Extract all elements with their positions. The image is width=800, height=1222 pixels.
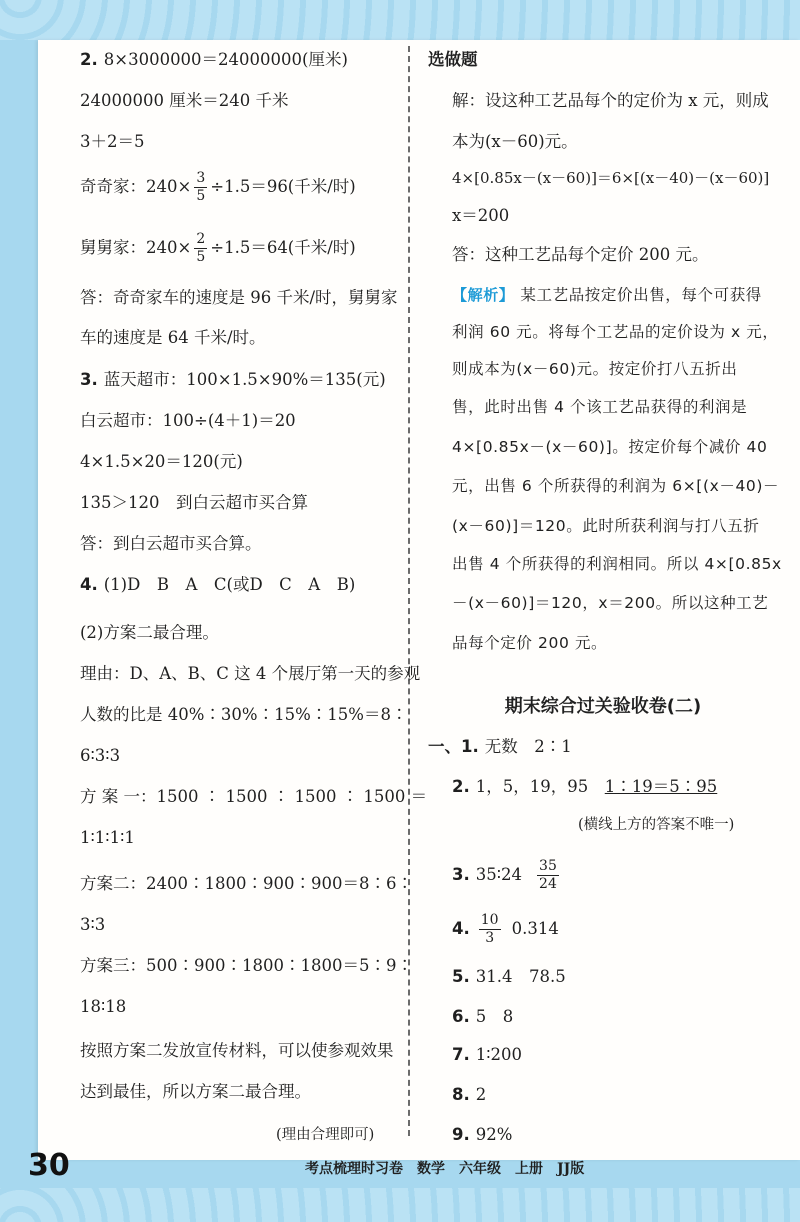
answer-line: 6∶3∶3 [80,746,121,765]
fraction [479,912,501,947]
answer-line [80,170,356,205]
answer-line: 答：到白云超市买合算。 [80,534,262,553]
top-wave-border [0,0,800,40]
analysis-line [452,284,762,306]
fraction [194,231,207,266]
answer-text: ÷1.5＝96(千米/时) [210,177,356,196]
answer-line: 方案三：500∶900∶1800∶1800＝5∶9∶ [80,956,413,975]
denominator: 5 [196,249,206,265]
analysis-line: (x－60)]＝120。此时所获利润与打八五折 [452,517,760,535]
denominator: 3 [485,930,495,946]
denominator: 5 [196,188,206,204]
denominator: 24 [539,876,557,892]
question-number: 4. [452,919,470,938]
analysis-line: 售，此时出售 4 个该工艺品获得的利润是 [452,398,748,416]
answer-text: 舅舅家：240× [80,238,192,257]
question-number: 3. [452,865,470,884]
answer-note: (理由合理即可) [276,1127,375,1143]
answer-line [452,1006,513,1028]
answer-line: 白云超市：100÷(4＋1)＝20 [80,411,296,430]
answer-line: 理由：D、A、B、C 这 4 个展厅第一天的参观 [80,664,421,683]
numerator: 2 [196,231,206,247]
analysis-line: 则成本为(x－60)元。按定价打八五折出 [452,360,738,378]
answer-line: 3∶3 [80,915,106,934]
question-number: 9. [452,1125,470,1144]
answer-line: 135＞120 到白云超市买合算 [80,493,308,512]
question-number: 一、1. [428,737,479,756]
bottom-wave-border [0,1188,800,1222]
answer-text: 蓝天超市：100×1.5×90%＝135(元) [103,370,386,389]
answer-text: (1)D B A C(或D C A B) [103,575,356,594]
answer-line: 3＋2＝5 [80,132,145,151]
answer-line [452,858,562,893]
answer-text: 31.4 78.5 [475,967,566,986]
answer-line [80,369,386,391]
answer-text: 92% [475,1125,513,1144]
answer-line [452,1084,486,1106]
section-heading: 期末综合过关验收卷(二) [504,696,702,717]
answer-line: 达到最佳，所以方案二最合理。 [80,1082,311,1101]
numerator: 3 [196,170,206,186]
underlined-answer: 1∶19＝5∶95 [604,777,718,796]
answer-line: 4×1.5×20＝120(元) [80,452,243,471]
question-number: 6. [452,1007,470,1026]
answer-text: 1，5，19，95 [475,777,605,796]
answer-line [452,1044,522,1066]
question-number: 3. [80,370,98,389]
fraction [537,858,559,893]
analysis-line: 出售 4 个所获得的利润相同。所以 4×[0.85x [452,555,782,573]
answer-line [80,231,356,266]
answer-note: (横线上方的答案不唯一) [578,817,735,833]
analysis-line: 品每个定价 200 元。 [452,634,608,652]
answer-text: 无数 2∶1 [484,737,572,756]
fraction [194,170,207,205]
analysis-line: 利润 60 元。将每个工艺品的定价设为 x 元， [452,323,779,341]
analysis-text: 某工艺品按定价出售，每个可获得 [520,286,762,304]
analysis-line: 元，出售 6 个所获得的利润为 6×[(x－40)－ [452,477,780,495]
question-number: 7. [452,1045,470,1064]
answer-line: 24000000 厘米＝240 千米 [80,91,289,110]
answer-line [80,574,355,596]
answer-text: ÷1.5＝64(千米/时) [210,238,356,257]
answer-line: 4×[0.85x－(x－60)]＝6×[(x－40)－(x－60)] [452,169,770,187]
answer-line [452,776,717,798]
section-label: 选做题 [428,50,478,69]
answer-line: 答：这种工艺品每个定价 200 元。 [452,245,709,264]
footer-text: 考点梳理时习卷 数学 六年级 上册 JJ版 [305,1161,585,1177]
answer-line: 解：设这种工艺品每个的定价为 x 元，则成 [452,91,769,110]
answer-line [452,966,566,988]
answer-line: 按照方案二发放宣传材料，可以使参观效果 [80,1041,394,1060]
answer-text: 奇奇家：240× [80,177,192,196]
numerator: 35 [539,858,557,874]
answer-text: 35∶24 [475,865,523,884]
answer-line: (2)方案二最合理。 [80,623,219,642]
answer-line: 1∶1∶1∶1 [80,828,135,847]
question-number: 2. [452,777,470,796]
question-number: 8. [452,1085,470,1104]
answer-line: 车的速度是 64 千米/时。 [80,328,266,347]
answer-line: 人数的比是 40%∶30%∶15%∶15%＝8∶ [80,705,408,724]
analysis-line: －(x－60)]＝120，x＝200。所以这种工艺 [452,594,769,612]
answer-text: 1∶200 [475,1045,523,1064]
page-number: 30 [28,1148,70,1183]
answer-text: 8×3000000＝24000000(厘米) [103,50,348,69]
answer-text: 0.314 [511,919,559,938]
numerator: 10 [480,912,499,928]
question-number: 5. [452,967,470,986]
answer-line: 18∶18 [80,997,127,1016]
answer-text: 5 8 [475,1007,514,1026]
answer-text: 2 [475,1085,487,1104]
analysis-label: 【解析】 [452,286,515,304]
answer-line [80,49,348,71]
question-number: 2. [80,50,98,69]
answer-line: 本为(x－60)元。 [452,132,578,151]
answer-line: 方案二：2400∶1800∶900∶900＝8∶6∶ [80,874,413,893]
analysis-line: 4×[0.85x－(x－60)]。按定价每个减价 40 [452,438,768,456]
answer-line: 答：奇奇家车的速度是 96 千米/时，舅舅家 [80,288,398,307]
answer-line [428,736,572,758]
question-number: 4. [80,575,98,594]
answer-line: 方 案 一：1500 ∶ 1500 ∶ 1500 ∶ 1500 ＝ [80,787,428,806]
answer-line: x＝200 [452,206,510,225]
answer-line [452,912,559,947]
answer-line [452,1124,512,1146]
